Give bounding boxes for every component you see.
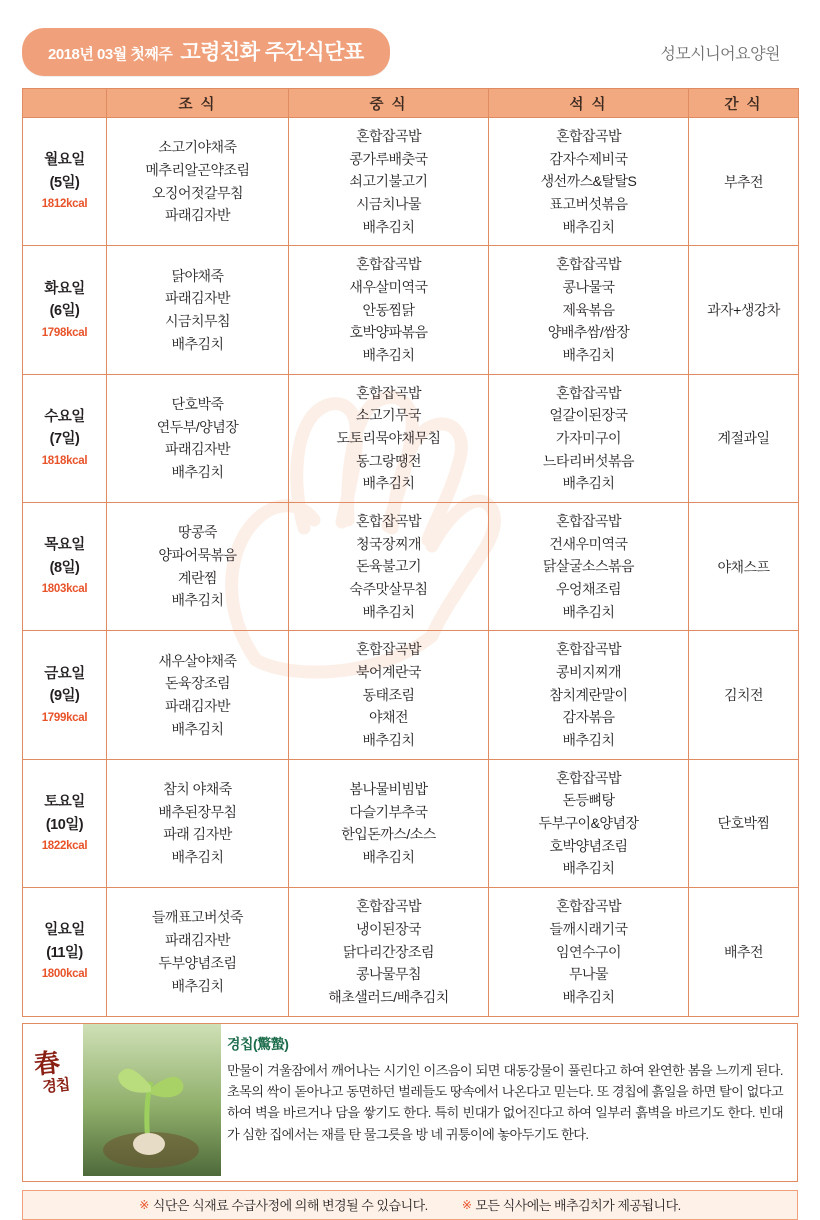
- menu-item: 콩나물무침: [355, 966, 422, 983]
- menu-item: 콩비지찌개: [555, 664, 622, 681]
- weekly-menu-table: [22, 88, 799, 1017]
- day-date: (7일): [49, 431, 80, 448]
- menu-item: 파래김자반: [164, 932, 231, 949]
- menu-item: 쇠고기불고기: [349, 173, 428, 190]
- day-name: 목요일: [44, 537, 85, 554]
- column-header-snack: 간 식: [689, 89, 799, 118]
- dinner-cell: [489, 246, 689, 374]
- menu-item: 혼합잡곡밥: [355, 641, 422, 658]
- organization-name: 성모시니어요양원: [660, 45, 780, 63]
- menu-item: 돈육불고기: [355, 558, 422, 575]
- menu-item: 배추김치: [562, 860, 615, 877]
- menu-item: 배추김치: [562, 732, 615, 749]
- menu-item: 생선까스&탈탈S: [540, 173, 637, 190]
- menu-item: 감자수제비국: [549, 150, 628, 167]
- menu-item: 혼합잡곡밥: [355, 256, 422, 273]
- menu-item: 혼합잡곡밥: [555, 128, 622, 144]
- snack-cell: 배추전: [689, 888, 799, 1016]
- menu-item: 건새우미역국: [549, 535, 628, 552]
- menu-item: 메추리알곤약조림: [145, 162, 250, 178]
- day-kcal: 1799kcal: [41, 711, 88, 724]
- footer-notes: [22, 1190, 798, 1220]
- snack-cell: 김치전: [689, 631, 799, 759]
- menu-item: 배추김치: [362, 603, 415, 620]
- calligraphy-main: 春: [32, 1046, 61, 1080]
- title-badge: [22, 28, 390, 76]
- menu-item: 파래 김자반: [163, 826, 232, 843]
- menu-item: 단호박죽: [171, 396, 224, 413]
- menu-item: 배추김치: [362, 732, 415, 749]
- day-cell: [23, 503, 107, 631]
- menu-item: 청국장찌개: [355, 535, 422, 552]
- dinner-cell: [489, 118, 689, 246]
- menu-item: 파래김자반: [164, 290, 231, 307]
- dinner-cell: [489, 374, 689, 502]
- menu-item: 감자볶음: [562, 709, 615, 726]
- menu-item: 두부양념조림: [158, 954, 237, 971]
- menu-item: 호박양념조림: [549, 837, 628, 854]
- dinner-cell: [489, 631, 689, 759]
- menu-item: 배추김치: [171, 720, 224, 737]
- calligraphy-sub: 경칩: [41, 1076, 71, 1096]
- menu-item: 오징어젓갈무침: [151, 184, 244, 201]
- menu-item: 혼합잡곡밥: [555, 513, 622, 530]
- menu-item: 혼합잡곡밥: [555, 769, 622, 786]
- menu-item: 임연수구이: [555, 943, 622, 960]
- menu-item: 새우살미역국: [349, 279, 428, 296]
- day-name: 일요일: [44, 922, 85, 939]
- menu-item: 소고기무국: [355, 407, 422, 424]
- star-icon-1: ※: [139, 1197, 149, 1212]
- day-name: 수요일: [44, 409, 85, 426]
- menu-item: 돈육장조림: [164, 675, 231, 692]
- menu-item: 배추김치: [171, 849, 224, 866]
- menu-item: 양배추쌈/쌈장: [547, 324, 630, 341]
- day-cell: [23, 888, 107, 1016]
- seasonal-note-box: [22, 1023, 798, 1182]
- menu-item: 야채전: [368, 709, 409, 726]
- menu-item: 닭살굴소스볶음: [542, 558, 635, 575]
- menu-item: 배추김치: [562, 603, 615, 620]
- page-header: [22, 28, 798, 76]
- menu-item: 배추김치: [171, 592, 224, 609]
- note-body: 만물이 겨울잠에서 깨어나는 시기인 이즈음이 되면 대동강물이 풀린다고 하여 완연한 봄을 느끼게 된다. 초목의 싹이 돋아나고 동면하던 벌레들도 땅속에서 나온다고 믿는다. 또 경칩에 흙일을 하면 탈이 없다고 하여 벽을 바르거나 담을 쌓기도 한다. 특히 빈대가 없어진다고 하여 일부러 흙벽을 바르기도 한다. 빈대가 심한 집에서는 재를 탄 물그릇을 방 네 귀퉁이에 놓아두기도 한다.: [227, 1062, 783, 1142]
- menu-item: 콩가루배춧국: [349, 150, 428, 167]
- menu-item: 두부구이&양념장: [538, 815, 639, 832]
- menu-item: 북어계란국: [355, 664, 422, 681]
- menu-item: 배추김치: [562, 347, 615, 364]
- footer-note-2-text: 모든 식사에는 배추김치가 제공됩니다.: [475, 1198, 681, 1214]
- day-date: (5일): [49, 174, 80, 191]
- snack-cell: 과자+생강차: [689, 246, 799, 374]
- snack-cell: 단호박찜: [689, 759, 799, 887]
- menu-item: 배추김치: [362, 218, 415, 235]
- lunch-cell: [289, 374, 489, 502]
- menu-item: 무나물: [568, 966, 609, 983]
- day-name: 토요일: [44, 794, 85, 811]
- day-cell: [23, 374, 107, 502]
- breakfast-cell: [107, 118, 289, 246]
- star-icon-2: ※: [461, 1197, 472, 1212]
- menu-item: 느타리버섯볶음: [542, 452, 635, 469]
- snack-cell: 계절과일: [689, 374, 799, 502]
- column-header-breakfast: 조 식: [107, 89, 289, 118]
- menu-item: 안동찜닭: [362, 301, 415, 318]
- day-date: (10일): [45, 816, 84, 833]
- menu-item: 새우살야채죽: [158, 652, 237, 669]
- breakfast-cell: [107, 888, 289, 1016]
- table-row: [23, 246, 799, 374]
- menu-item: 배추김치: [362, 347, 415, 364]
- day-cell: [23, 118, 107, 246]
- sprout-photo: [23, 1024, 221, 1181]
- day-date: (9일): [49, 688, 80, 705]
- snack-cell: 야채스프: [689, 503, 799, 631]
- day-date: (6일): [49, 303, 80, 320]
- day-kcal: 1800kcal: [41, 968, 88, 981]
- footer-note-1: [139, 1195, 428, 1214]
- menu-item: 도토리묵야채무침: [336, 430, 441, 447]
- menu-item: 배추김치: [562, 988, 615, 1005]
- menu-item: 들깨표고버섯죽: [151, 909, 244, 926]
- menu-item: 다슬기부추국: [349, 803, 428, 820]
- menu-item: 우엉채조림: [555, 581, 622, 598]
- day-date: (8일): [49, 559, 80, 576]
- menu-item: 배추김치: [362, 849, 415, 866]
- calligraphy: [33, 1048, 71, 1096]
- menu-item: 배추김치: [562, 475, 615, 492]
- column-header-lunch: 중 식: [289, 89, 489, 118]
- menu-item: 계란찜: [177, 569, 218, 586]
- menu-item: 배추김치: [171, 977, 224, 994]
- table-row: [23, 631, 799, 759]
- menu-item: 연두부/양념장: [156, 418, 239, 435]
- day-cell: [23, 631, 107, 759]
- menu-item: 소고기야채죽: [158, 139, 237, 156]
- menu-item: 숙주맛살무침: [349, 581, 428, 598]
- day-name: 금요일: [44, 665, 85, 682]
- menu-item: 혼합잡곡밥: [355, 128, 422, 144]
- day-name: 월요일: [44, 152, 85, 169]
- breakfast-cell: [107, 503, 289, 631]
- menu-item: 배추김치: [171, 335, 224, 352]
- menu-item: 한입돈까스/소스: [341, 826, 436, 843]
- menu-item: 시금치나물: [355, 196, 422, 213]
- menu-item: 닭다리간장조림: [342, 943, 435, 960]
- table-row: [23, 759, 799, 887]
- page-title: 고령친화 주간식단표: [180, 41, 364, 64]
- menu-item: 양파어묵볶음: [158, 547, 237, 564]
- breakfast-cell: [107, 374, 289, 502]
- menu-item: 배추김치: [362, 475, 415, 492]
- table-row: [23, 503, 799, 631]
- menu-item: 제육볶음: [562, 301, 615, 318]
- day-kcal: 1798kcal: [41, 326, 88, 339]
- menu-item: 혼합잡곡밥: [555, 641, 622, 658]
- day-cell: [23, 246, 107, 374]
- day-kcal: 1822kcal: [41, 840, 88, 853]
- footer-note-1-text: 식단은 식재료 수급사정에 의해 변경될 수 있습니다.: [152, 1198, 428, 1214]
- menu-item: 참치계란말이: [549, 686, 628, 703]
- menu-item: 혼합잡곡밥: [555, 256, 622, 273]
- menu-item: 혼합잡곡밥: [555, 898, 622, 915]
- menu-item: 닭야채죽: [171, 267, 224, 284]
- note-text-block: [221, 1024, 797, 1181]
- menu-item: 파래김자반: [164, 698, 231, 715]
- day-date: (11일): [46, 944, 83, 961]
- menu-item: 배추김치: [562, 218, 615, 235]
- menu-item: 콩나물국: [562, 279, 615, 296]
- menu-item: 표고버섯볶음: [549, 196, 628, 213]
- breakfast-cell: [107, 246, 289, 374]
- column-header-day: [23, 89, 107, 118]
- day-name: 화요일: [44, 280, 85, 297]
- note-title: 경칩(驚蟄): [227, 1035, 289, 1052]
- dinner-cell: [489, 503, 689, 631]
- menu-item: 참치 야채죽: [163, 781, 232, 798]
- menu-item: 동그랑땡전: [355, 452, 422, 469]
- menu-item: 들깨시래기국: [549, 920, 628, 937]
- breakfast-cell: [107, 631, 289, 759]
- day-kcal: 1818kcal: [41, 454, 88, 467]
- table-row: [23, 118, 799, 246]
- lunch-cell: [289, 888, 489, 1016]
- menu-item: 얼갈이된장국: [549, 407, 628, 424]
- table-body: [23, 118, 799, 1017]
- column-header-dinner: 석 식: [489, 89, 689, 118]
- table-header-row: [23, 89, 799, 118]
- dinner-cell: [489, 888, 689, 1016]
- lunch-cell: [289, 246, 489, 374]
- menu-item: 해초샐러드/배추김치: [328, 988, 449, 1005]
- footer-note-2: [462, 1195, 681, 1214]
- menu-item: 혼합잡곡밥: [355, 384, 422, 401]
- lunch-cell: [289, 503, 489, 631]
- table-row: [23, 374, 799, 502]
- menu-item: 냉이된장국: [355, 920, 422, 937]
- menu-item: 혼합잡곡밥: [555, 384, 622, 401]
- sprout-illustration-icon: [23, 1024, 221, 1176]
- menu-item: 혼합잡곡밥: [355, 898, 422, 915]
- menu-item: 봄나물비빔밥: [349, 781, 428, 798]
- menu-item: 돈등뼈탕: [562, 792, 615, 809]
- menu-item: 배추김치: [171, 464, 224, 481]
- breakfast-cell: [107, 759, 289, 887]
- day-kcal: 1803kcal: [41, 583, 88, 596]
- lunch-cell: [289, 759, 489, 887]
- menu-item: 혼합잡곡밥: [355, 513, 422, 530]
- menu-item: 시금치무침: [164, 313, 231, 330]
- lunch-cell: [289, 631, 489, 759]
- menu-item: 가자미구이: [555, 430, 622, 447]
- table-row: [23, 888, 799, 1016]
- menu-item: 동태조림: [362, 686, 415, 703]
- menu-item: 호박양파볶음: [349, 324, 428, 341]
- title-date-range: 2018년 03월 첫째주: [48, 46, 173, 63]
- menu-item: 파래김자반: [164, 441, 231, 458]
- menu-item: 배추된장무침: [158, 803, 237, 820]
- snack-cell: 부추전: [689, 118, 799, 246]
- lunch-cell: [289, 118, 489, 246]
- menu-item: 땅콩죽: [177, 524, 218, 541]
- day-cell: [23, 759, 107, 887]
- menu-item: 파래김자반: [164, 207, 231, 224]
- dinner-cell: [489, 759, 689, 887]
- day-kcal: 1812kcal: [41, 198, 88, 211]
